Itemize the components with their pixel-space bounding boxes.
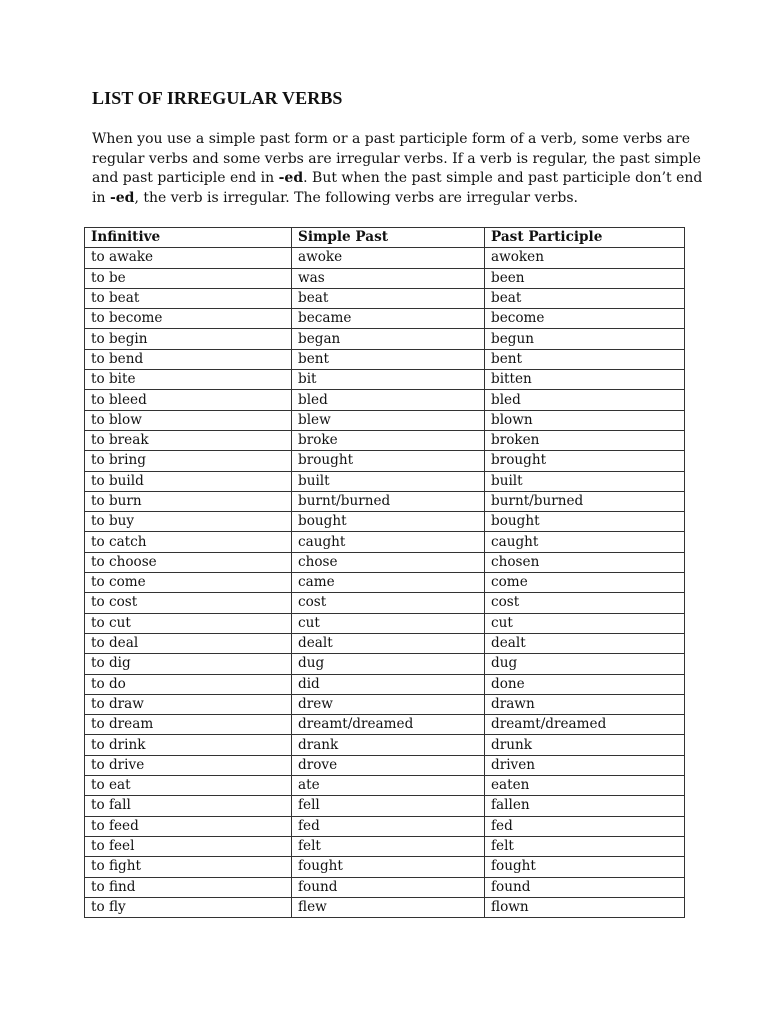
table-row xyxy=(85,288,685,308)
cell-past-participle: cut xyxy=(485,613,685,633)
cell-infinitive: to cost xyxy=(85,593,292,613)
table-row xyxy=(85,410,685,430)
cell-past-participle: felt xyxy=(485,836,685,856)
cell-simple-past: bled xyxy=(292,390,485,410)
cell-simple-past: found xyxy=(292,877,485,897)
cell-infinitive: to break xyxy=(85,430,292,450)
table-row xyxy=(85,694,685,714)
cell-simple-past: bit xyxy=(292,370,485,390)
cell-simple-past: broke xyxy=(292,430,485,450)
cell-infinitive: to beat xyxy=(85,288,292,308)
intro-line xyxy=(92,169,703,189)
cell-infinitive: to catch xyxy=(85,532,292,552)
cell-infinitive: to bring xyxy=(85,451,292,471)
emphasis-text: -ed xyxy=(278,170,304,186)
body-text: in xyxy=(92,189,110,206)
cell-simple-past: dealt xyxy=(292,633,485,653)
cell-infinitive: to dream xyxy=(85,715,292,735)
cell-simple-past: ate xyxy=(292,776,485,796)
cell-infinitive: to drink xyxy=(85,735,292,755)
cell-infinitive: to burn xyxy=(85,491,292,511)
cell-infinitive: to be xyxy=(85,268,292,288)
body-text: , the verb is irregular. The following verbs are irregular verbs. xyxy=(134,189,578,206)
cell-simple-past: beat xyxy=(292,288,485,308)
table-row xyxy=(85,715,685,735)
cell-simple-past: dug xyxy=(292,654,485,674)
cell-simple-past: felt xyxy=(292,836,485,856)
cell-simple-past: built xyxy=(292,471,485,491)
cell-simple-past: brought xyxy=(292,451,485,471)
cell-infinitive: to feel xyxy=(85,836,292,856)
table-row xyxy=(85,735,685,755)
body-text: and past participle end in xyxy=(92,170,279,186)
cell-past-participle: drunk xyxy=(485,735,685,755)
table-row xyxy=(85,755,685,775)
table-row xyxy=(85,897,685,917)
intro-paragraph xyxy=(92,130,703,208)
cell-simple-past: flew xyxy=(292,897,485,917)
cell-past-participle: cost xyxy=(485,593,685,613)
cell-simple-past: burnt/burned xyxy=(292,491,485,511)
table-row xyxy=(85,816,685,836)
cell-infinitive: to do xyxy=(85,674,292,694)
table-row xyxy=(85,613,685,633)
table-row xyxy=(85,674,685,694)
table-row xyxy=(85,573,685,593)
cell-simple-past: did xyxy=(292,674,485,694)
cell-past-participle: beat xyxy=(485,288,685,308)
cell-past-participle: flown xyxy=(485,897,685,917)
cell-simple-past: fought xyxy=(292,857,485,877)
table-row xyxy=(85,512,685,532)
cell-simple-past: drove xyxy=(292,755,485,775)
table-row xyxy=(85,430,685,450)
cell-past-participle: become xyxy=(485,309,685,329)
cell-simple-past: bought xyxy=(292,512,485,532)
cell-past-participle: dealt xyxy=(485,633,685,653)
cell-simple-past: chose xyxy=(292,552,485,572)
cell-infinitive: to choose xyxy=(85,552,292,572)
cell-infinitive: to fly xyxy=(85,897,292,917)
cell-past-participle: come xyxy=(485,573,685,593)
cell-past-participle: dreamt/dreamed xyxy=(485,715,685,735)
cell-past-participle: dug xyxy=(485,654,685,674)
cell-simple-past: became xyxy=(292,309,485,329)
cell-infinitive: to draw xyxy=(85,694,292,714)
cell-past-participle: drawn xyxy=(485,694,685,714)
table-row xyxy=(85,268,685,288)
cell-past-participle: awoken xyxy=(485,248,685,268)
cell-past-participle: done xyxy=(485,674,685,694)
cell-infinitive: to eat xyxy=(85,776,292,796)
table-row xyxy=(85,370,685,390)
cell-infinitive: to bend xyxy=(85,349,292,369)
table-header-row xyxy=(85,228,685,248)
cell-past-participle: bought xyxy=(485,512,685,532)
table-row xyxy=(85,633,685,653)
cell-simple-past: awoke xyxy=(292,248,485,268)
cell-infinitive: to bite xyxy=(85,370,292,390)
table-row xyxy=(85,349,685,369)
cell-simple-past: drew xyxy=(292,694,485,714)
cell-simple-past: fed xyxy=(292,816,485,836)
header-past-participle: Past Participle xyxy=(485,228,685,248)
cell-past-participle: driven xyxy=(485,755,685,775)
cell-past-participle: bitten xyxy=(485,370,685,390)
cell-past-participle: fed xyxy=(485,816,685,836)
cell-simple-past: bent xyxy=(292,349,485,369)
cell-past-participle: been xyxy=(485,268,685,288)
cell-past-participle: eaten xyxy=(485,776,685,796)
cell-past-participle: blown xyxy=(485,410,685,430)
table-body xyxy=(85,248,685,918)
cell-past-participle: built xyxy=(485,471,685,491)
page-title: LIST OF IRREGULAR VERBS xyxy=(92,88,343,108)
cell-simple-past: was xyxy=(292,268,485,288)
cell-past-participle: fought xyxy=(485,857,685,877)
cell-infinitive: to build xyxy=(85,471,292,491)
table-row xyxy=(85,329,685,349)
table-row xyxy=(85,654,685,674)
cell-infinitive: to blow xyxy=(85,410,292,430)
emphasis-text: -ed xyxy=(109,189,135,206)
cell-simple-past: caught xyxy=(292,532,485,552)
table-row xyxy=(85,796,685,816)
cell-simple-past: cost xyxy=(292,593,485,613)
body-text: . But when the past simple and past participle don’t end xyxy=(303,170,703,186)
cell-infinitive: to begin xyxy=(85,329,292,349)
cell-infinitive: to fight xyxy=(85,857,292,877)
cell-infinitive: to awake xyxy=(85,248,292,268)
irregular-verbs-table xyxy=(84,227,685,918)
cell-infinitive: to fall xyxy=(85,796,292,816)
cell-infinitive: to come xyxy=(85,573,292,593)
cell-infinitive: to feed xyxy=(85,816,292,836)
table-row xyxy=(85,491,685,511)
table-row xyxy=(85,776,685,796)
intro-line xyxy=(92,150,701,170)
cell-infinitive: to bleed xyxy=(85,390,292,410)
intro-line xyxy=(92,130,692,150)
cell-simple-past: fell xyxy=(292,796,485,816)
cell-past-participle: begun xyxy=(485,329,685,349)
table-row xyxy=(85,857,685,877)
table-row xyxy=(85,471,685,491)
cell-simple-past: drank xyxy=(292,735,485,755)
table-row xyxy=(85,532,685,552)
header-infinitive: Infinitive xyxy=(85,228,292,248)
table-row xyxy=(85,552,685,572)
cell-past-participle: broken xyxy=(485,430,685,450)
cell-simple-past: dreamt/dreamed xyxy=(292,715,485,735)
cell-infinitive: to drive xyxy=(85,755,292,775)
cell-simple-past: blew xyxy=(292,410,485,430)
table-row xyxy=(85,593,685,613)
intro-line xyxy=(92,189,692,209)
cell-infinitive: to become xyxy=(85,309,292,329)
cell-past-participle: burnt/burned xyxy=(485,491,685,511)
table-row xyxy=(85,877,685,897)
body-text: regular verbs and some verbs are irregular verbs. If a verb is regular, the past simple xyxy=(92,150,701,167)
cell-past-participle: caught xyxy=(485,532,685,552)
cell-infinitive: to deal xyxy=(85,633,292,653)
header-simple-past: Simple Past xyxy=(292,228,485,248)
cell-past-participle: found xyxy=(485,877,685,897)
cell-past-participle: bent xyxy=(485,349,685,369)
table-row xyxy=(85,248,685,268)
table-row xyxy=(85,309,685,329)
body-text: When you use a simple past form or a past participle form of a verb, some verbs are xyxy=(92,131,691,147)
cell-simple-past: cut xyxy=(292,613,485,633)
cell-simple-past: began xyxy=(292,329,485,349)
cell-infinitive: to cut xyxy=(85,613,292,633)
table-row xyxy=(85,390,685,410)
cell-infinitive: to buy xyxy=(85,512,292,532)
table-row xyxy=(85,836,685,856)
cell-past-participle: chosen xyxy=(485,552,685,572)
cell-simple-past: came xyxy=(292,573,485,593)
cell-past-participle: brought xyxy=(485,451,685,471)
table-row xyxy=(85,451,685,471)
cell-past-participle: fallen xyxy=(485,796,685,816)
cell-infinitive: to dig xyxy=(85,654,292,674)
cell-infinitive: to find xyxy=(85,877,292,897)
cell-past-participle: bled xyxy=(485,390,685,410)
